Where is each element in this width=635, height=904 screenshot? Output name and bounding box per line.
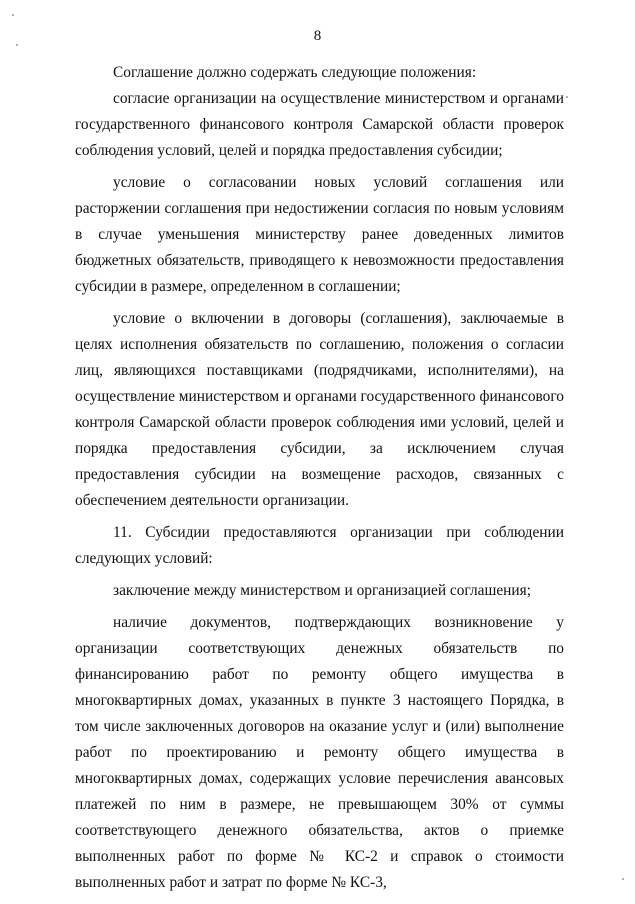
paragraph-agreement-provisions: Соглашение должно содержать следующие положения: (113, 64, 477, 81)
scan-speck (16, 44, 18, 46)
document-body (75, 60, 564, 896)
paragraph-section-11: 11. Субсидии предоставляются организации при соблюдении следующих условий: (75, 524, 564, 567)
paragraph-consent-inspections: согласие организации на осуществление министерством и органами государственного финансового контроля Самарской области проверок соблюдения условий, целей и порядка предоставления субсидии; (75, 90, 564, 159)
scan-speck (566, 96, 568, 98)
scan-speck (12, 14, 14, 16)
paragraph-agreement-conclusion: заключение между министерством и организацией соглашения; (113, 582, 531, 599)
paragraph-documents-availability: наличие документов, подтверждающих возникновение у организации соответствующих денежных обязательств по финансированию работ по ремонту общего имущества в многоквартирных домах, указанных в пункте 3 настоящего Порядка, в том числе заключенных договоров на оказание услуг и (или) выполнение работ по проектированию и ремонту общего имущества в многоквартирных домах, содержащих условие перечисления авансовых платежей по ним в размере, не превышающем 30% от суммы соответствующего денежного обязательства, актов о приемке выполненных работ по форме № КС-2 и справок о стоимости выполненных работ и затрат по форме № КС-3, (75, 614, 564, 891)
page-number: 8 (313, 28, 322, 44)
paragraph-new-conditions: условие о согласовании новых условий соглашения или расторжении соглашения при недостижении согласия по новым условиям в случае уменьшения министерству ранее доведенных лимитов бюджетных обязательств, приводящего к невозможности предоставления субсидии в размере, определенном в соглашении; (75, 174, 564, 295)
scan-speck (622, 878, 624, 880)
paragraph-contract-inclusion: условие о включении в договоры (соглашения), заключаемые в целях исполнения обязательств по соглашению, положения о согласии лиц, являющихся поставщиками (подрядчиками, исполнителями), на осуществление министерством и органами государственного финансового контроля Самарской области проверок соблюдения ими условий, целей и порядка предоставления субсидии, за исключением случая предоставления субсидии на возмещение расходов, связанных с обеспечением деятельности организации. (75, 310, 564, 509)
